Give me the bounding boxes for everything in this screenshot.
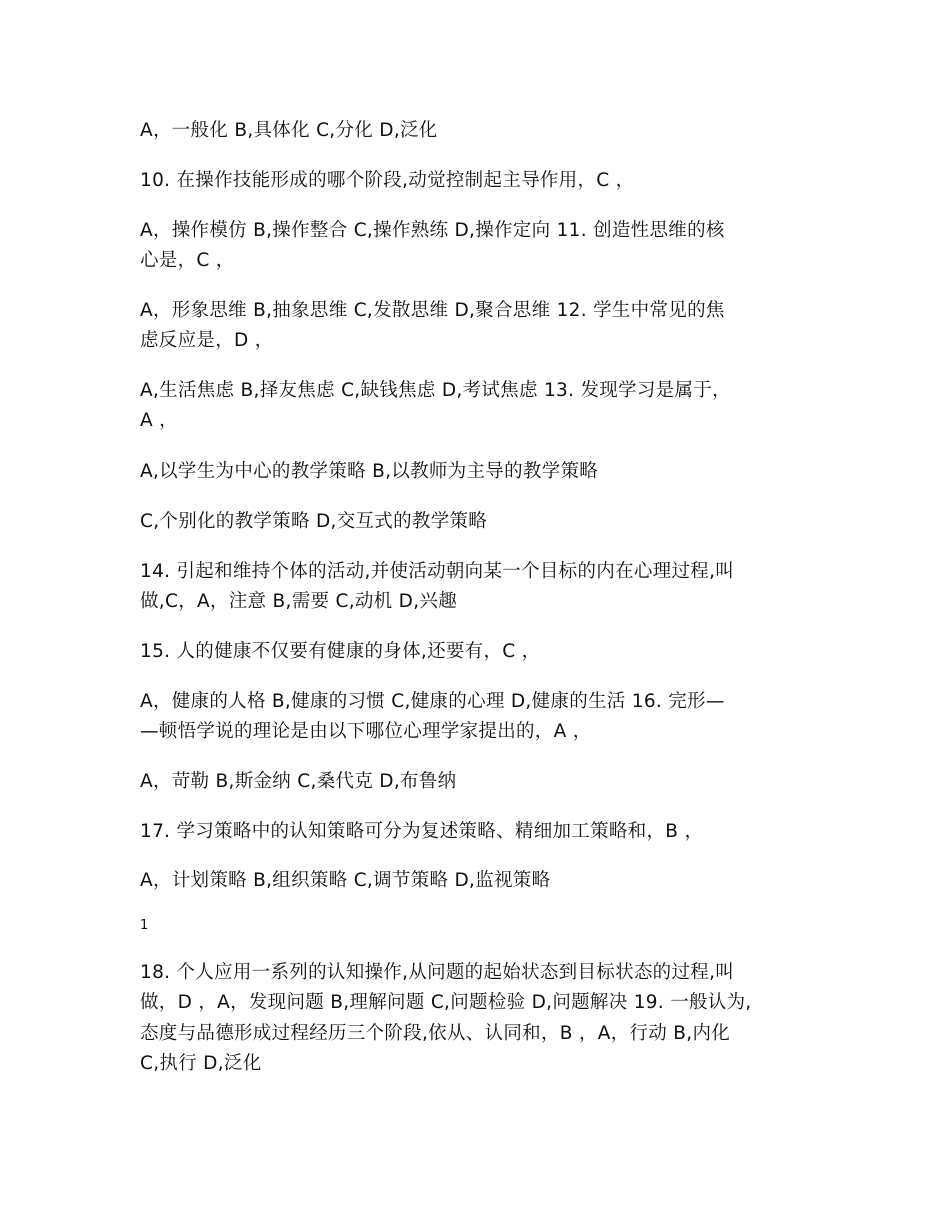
text-line: A，计划策略 B,组织策略 C,调节策略 D,监视策略 bbox=[140, 870, 551, 891]
text-line: A ， bbox=[140, 410, 178, 431]
text-line: A，形象思维 B,抽象思维 C,发散思维 D,聚合思维 12. 学生中常见的焦 bbox=[140, 300, 725, 321]
text-line: A,以学生为中心的教学策略 B,以教师为主导的教学策略 bbox=[140, 461, 599, 482]
text-line: 14. 引起和维持个体的活动,并使活动朝向某一个目标的内在心理过程,叫 bbox=[140, 561, 735, 582]
text-line: A，苛勒 B,斯金纳 C,桑代克 D,布鲁纳 bbox=[140, 771, 457, 792]
text-line: 态度与品德形成过程经历三个阶段,依从、认同和，B ，A，行动 B,内化 bbox=[140, 1023, 731, 1044]
text-line: 18. 个人应用一系列的认知操作,从问题的起始状态到目标状态的过程,叫 bbox=[140, 962, 735, 983]
text-line: 虑反应是，D ， bbox=[140, 330, 274, 351]
text-line: A，健康的人格 B,健康的习惯 C,健康的心理 D,健康的生活 16. 完形— bbox=[140, 691, 725, 712]
text-line: A，操作模仿 B,操作整合 C,操作熟练 D,操作定向 11. 创造性思维的核 bbox=[140, 220, 725, 241]
text-line: A,生活焦虑 B,择友焦虑 C,缺钱焦虑 D,考试焦虑 13. 发现学习是属于， bbox=[140, 380, 731, 401]
text-line: 做，D ，A，发现问题 B,理解问题 C,问题检验 D,问题解决 19. 一般认为, bbox=[140, 992, 752, 1013]
text-line: 15. 人的健康不仅要有健康的身体,还要有，C ， bbox=[140, 641, 541, 662]
text-line: C,执行 D,泛化 bbox=[140, 1053, 262, 1074]
text-line: 17. 学习策略中的认知策略可分为复述策略、精细加工策略和，B ， bbox=[140, 821, 704, 842]
text-line: —顿悟学说的理论是由以下哪位心理学家提出的，A ， bbox=[140, 721, 592, 742]
page-number: 1 bbox=[140, 918, 149, 933]
text-line: 心是，C ， bbox=[140, 250, 235, 271]
text-line: 10. 在操作技能形成的哪个阶段,动觉控制起主导作用，C ， bbox=[140, 170, 635, 191]
text-line: 做,C，A，注意 B,需要 C,动机 D,兴趣 bbox=[140, 591, 457, 612]
text-line: C,个别化的教学策略 D,交互式的教学策略 bbox=[140, 511, 488, 532]
text-line: A，一般化 B,具体化 C,分化 D,泛化 bbox=[140, 120, 438, 141]
